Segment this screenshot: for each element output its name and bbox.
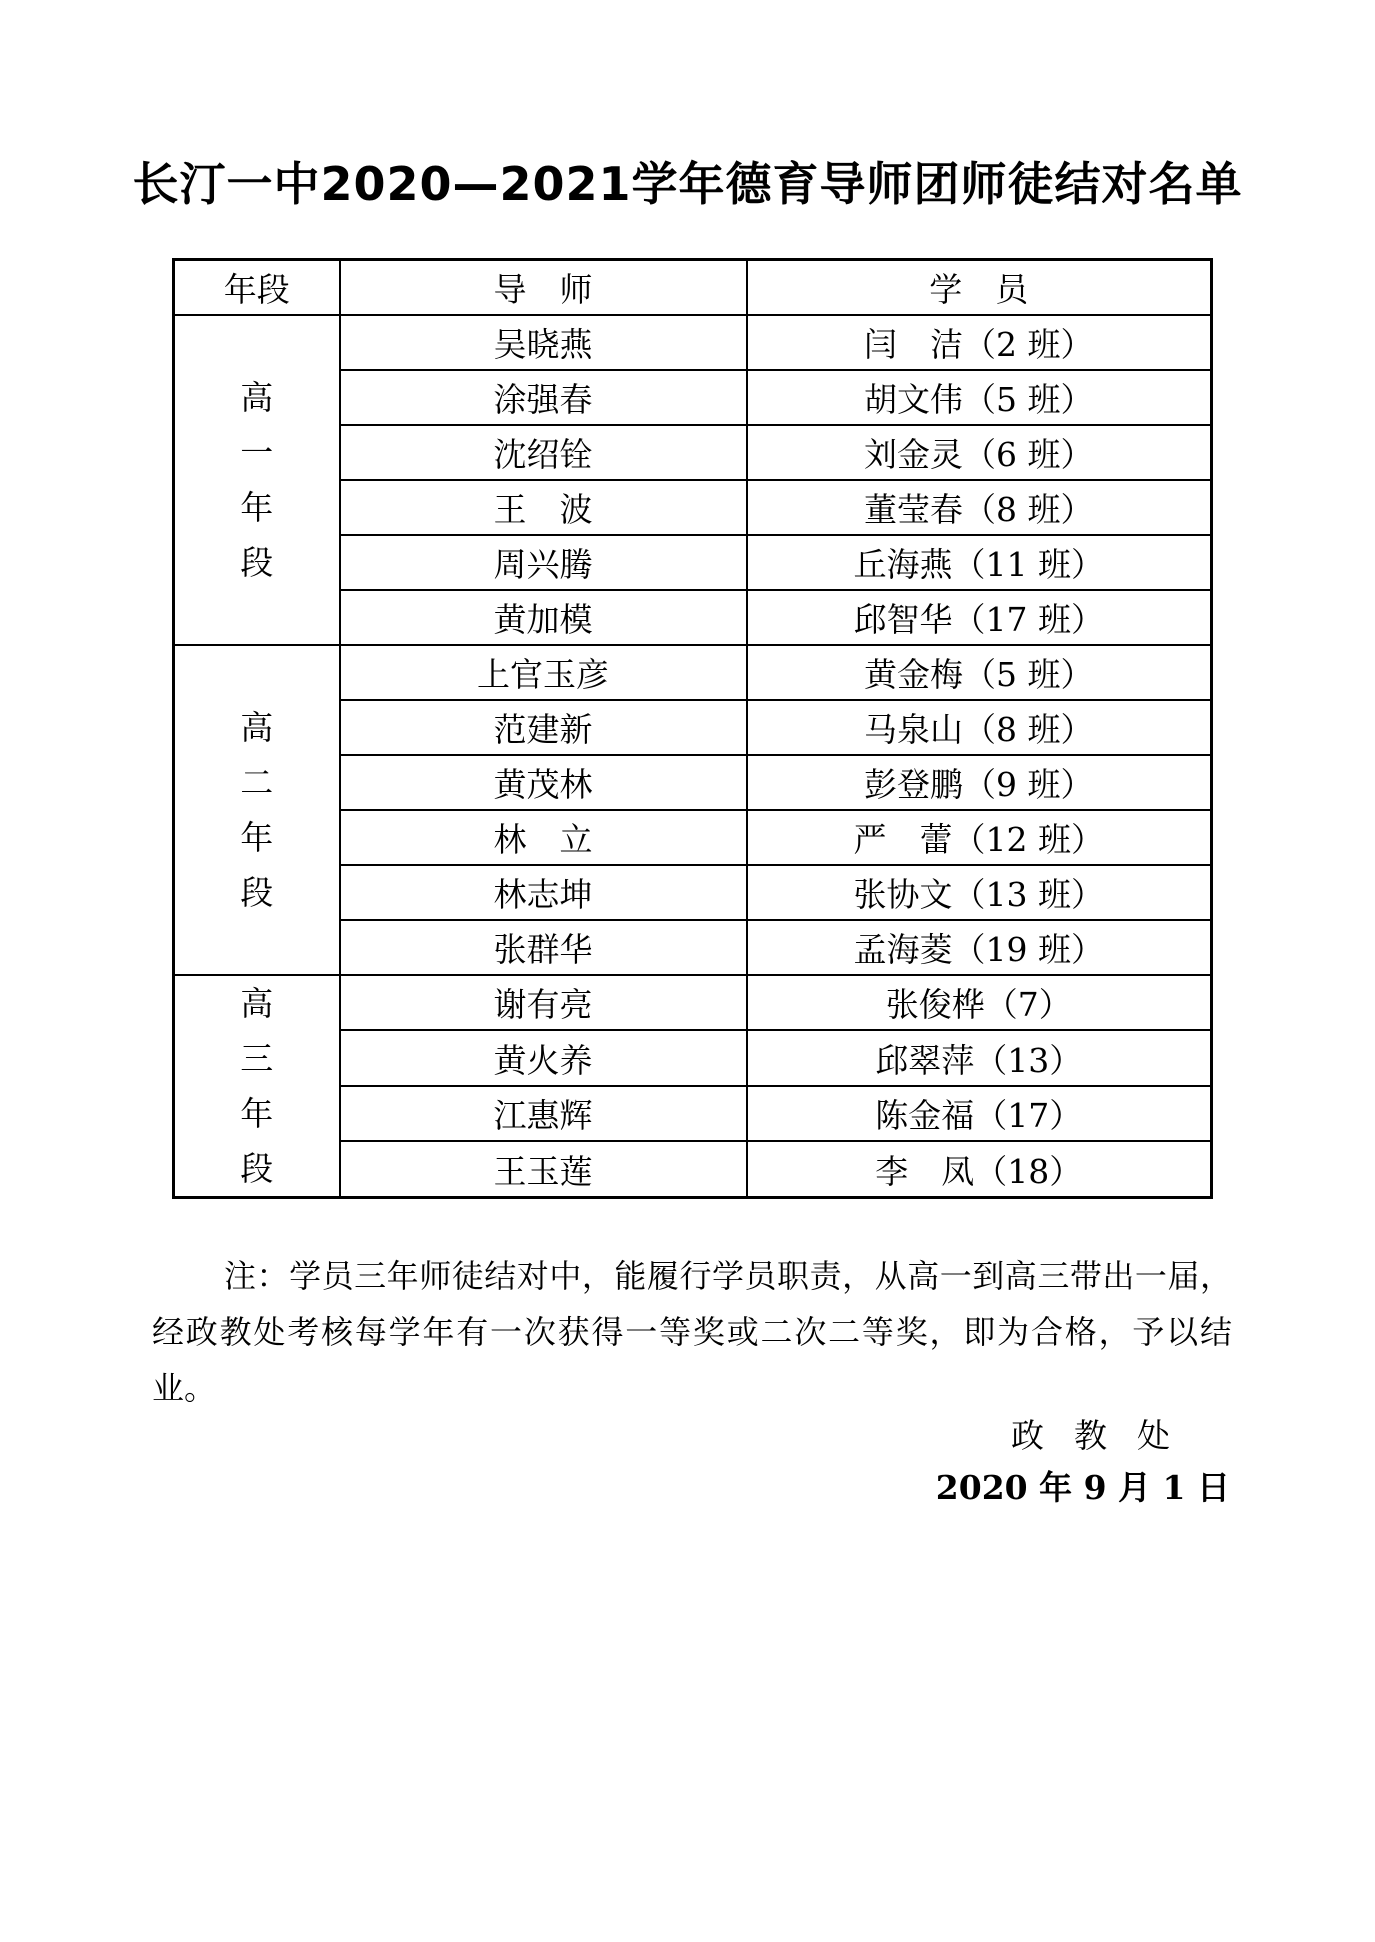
mentor-cell: 江惠辉: [340, 1086, 747, 1141]
mentor-cell: 黄火养: [340, 1030, 747, 1085]
student-cell: 胡文伟（5 班）: [747, 370, 1212, 425]
mentor-cell: 吴晓燕: [340, 315, 747, 370]
student-cell: 马泉山（8 班）: [747, 700, 1212, 755]
student-cell: 彭登鹏（9 班）: [747, 755, 1212, 810]
student-cell: 李 凤（18）: [747, 1141, 1212, 1197]
student-cell: 张协文（13 班）: [747, 865, 1212, 920]
table-row: [174, 645, 1212, 700]
issue-date: 2020 年 9 月 1 日: [935, 1468, 1230, 1507]
mentor-cell: 黄加模: [340, 590, 747, 645]
student-cell: 邱翠萍（13）: [747, 1030, 1212, 1085]
student-cell: 邱智华（17 班）: [747, 590, 1212, 645]
header-student: 学 员: [747, 260, 1212, 316]
student-cell: 严 蕾（12 班）: [747, 810, 1212, 865]
issuing-office: 政教处: [1011, 1416, 1200, 1455]
table-row: [174, 315, 1212, 370]
student-cell: 刘金灵（6 班）: [747, 425, 1212, 480]
mentor-cell: 王玉莲: [340, 1141, 747, 1197]
mentor-cell: 上官玉彦: [340, 645, 747, 700]
footnote: 注：学员三年师徒结对中，能履行学员职责，从高一到高三带出一届，经政教处考核每学年有一次获得一等奖或二次二等奖，即为合格，予以结业。: [152, 1257, 1232, 1407]
mentor-cell: 谢有亮: [340, 975, 747, 1030]
grade-cell-senior-3: 高 三 年 段: [174, 975, 340, 1198]
student-cell: 丘海燕（11 班）: [747, 535, 1212, 590]
mentor-cell: 周兴腾: [340, 535, 747, 590]
student-cell: 孟海菱（19 班）: [747, 920, 1212, 975]
document-title: 长汀一中2020—2021学年德育导师团师徒结对名单: [132, 157, 1243, 211]
header-mentor: 导 师: [340, 260, 747, 316]
mentor-cell: 黄茂林: [340, 755, 747, 810]
mentor-cell: 林 立: [340, 810, 747, 865]
pairing-table: [172, 258, 1213, 1199]
student-cell: 陈金福（17）: [747, 1086, 1212, 1141]
mentor-cell: 王 波: [340, 480, 747, 535]
student-cell: 黄金梅（5 班）: [747, 645, 1212, 700]
mentor-cell: 沈绍铨: [340, 425, 747, 480]
mentor-cell: 涂强春: [340, 370, 747, 425]
student-cell: 闫 洁（2 班）: [747, 315, 1212, 370]
header-grade: 年段: [174, 260, 340, 316]
student-cell: 张俊桦（7）: [747, 975, 1212, 1030]
mentor-cell: 林志坤: [340, 865, 747, 920]
grade-cell-senior-2: 高 二 年 段: [174, 645, 340, 975]
mentor-cell: 张群华: [340, 920, 747, 975]
table-row: [174, 975, 1212, 1030]
student-cell: 董莹春（8 班）: [747, 480, 1212, 535]
grade-cell-senior-1: 高 一 年 段: [174, 315, 340, 645]
mentor-cell: 范建新: [340, 700, 747, 755]
table-header-row: [174, 260, 1212, 316]
